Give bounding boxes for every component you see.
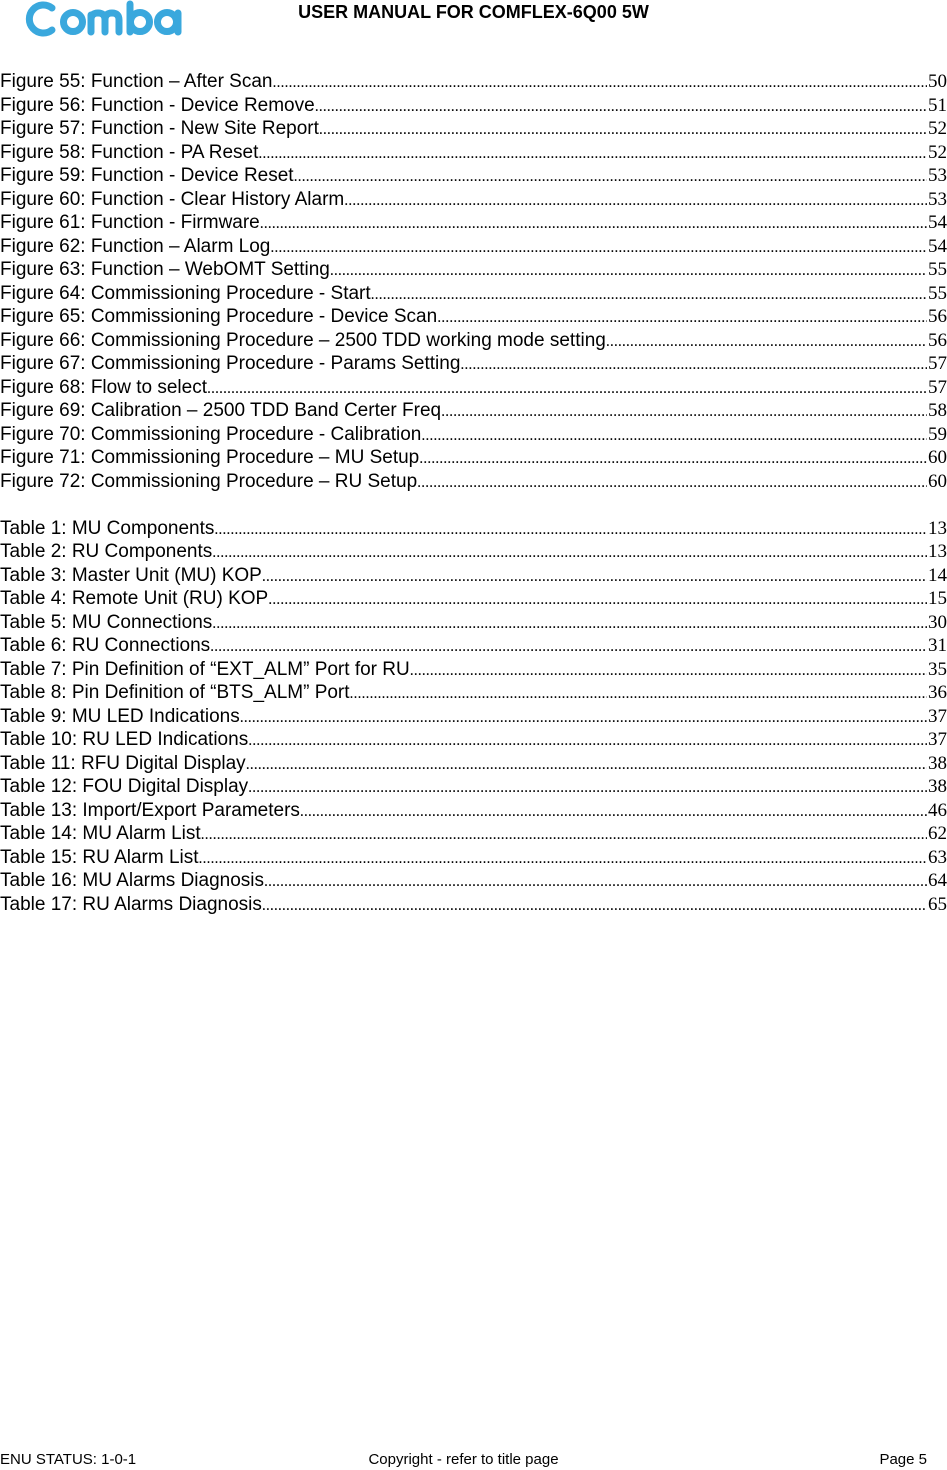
table-toc-entry[interactable] <box>0 705 947 729</box>
dot-leader <box>437 306 927 330</box>
table-toc-entry[interactable] <box>0 822 947 846</box>
table-toc-entry[interactable] <box>0 846 947 870</box>
figure-toc-entry[interactable] <box>0 117 947 141</box>
document-title: USER MANUAL FOR COMFLEX-6Q00 5W <box>298 2 649 22</box>
toc-entry-label: Table 13: Import/Export Parameters <box>0 799 300 821</box>
toc-entry-page: 52 <box>928 141 947 163</box>
figure-toc-entry[interactable] <box>0 305 947 329</box>
toc-entry-page: 60 <box>928 470 947 492</box>
toc-entry-page: 56 <box>928 306 947 327</box>
dot-leader <box>262 565 927 589</box>
toc-entry-label: Table 7: Pin Definition of “EXT_ALM” Port for RU <box>0 658 410 680</box>
toc-entry-page: 13 <box>928 541 947 562</box>
toc-entry-label: Figure 55: Function – After Scan <box>0 71 273 92</box>
toc-entry-page: 59 <box>928 423 947 445</box>
toc-entry-page: 64 <box>928 870 947 891</box>
toc-entry-page: 50 <box>928 71 947 92</box>
toc-entry-page: 15 <box>928 588 947 609</box>
toc-entry-page: 37 <box>928 729 947 750</box>
table-toc-entry[interactable] <box>0 752 947 776</box>
dot-leader <box>201 823 927 847</box>
toc-entry-page: 13 <box>928 517 947 539</box>
dot-leader <box>214 518 927 542</box>
toc-entry-page: 58 <box>928 400 947 421</box>
toc-entry-label: Figure 65: Commissioning Procedure - Device Scan <box>0 306 438 327</box>
table-toc-entry[interactable] <box>0 728 947 752</box>
toc-entry-label: Figure 62: Function – Alarm Log <box>0 235 271 257</box>
toc-entry-label: Table 8: Pin Definition of “BTS_ALM” Port <box>0 682 350 703</box>
dot-leader <box>264 870 927 894</box>
page-header <box>0 0 947 60</box>
toc-entry-label: Table 15: RU Alarm List <box>0 846 199 868</box>
table-of-contents <box>0 70 947 916</box>
dot-leader <box>273 71 928 95</box>
figure-toc-entry[interactable] <box>0 423 947 447</box>
toc-entry-label: Figure 70: Commissioning Procedure - Calibration <box>0 423 422 445</box>
toc-entry-label: Table 3: Master Unit (MU) KOP <box>0 564 262 586</box>
toc-entry-page: 62 <box>928 823 947 844</box>
toc-entry-page: 57 <box>928 376 947 398</box>
toc-entry-label: Figure 69: Calibration – 2500 TDD Band Certer Freq <box>0 400 442 421</box>
figure-toc-entry[interactable] <box>0 235 947 259</box>
dot-leader <box>421 424 927 448</box>
toc-entry-page: 31 <box>928 635 947 656</box>
dot-leader <box>248 776 927 800</box>
toc-entry-page: 52 <box>928 118 947 139</box>
dot-leader <box>606 330 927 354</box>
table-toc-entry[interactable] <box>0 681 947 705</box>
table-toc-entry[interactable] <box>0 634 947 658</box>
dot-leader <box>207 377 927 401</box>
toc-entry-page: 55 <box>928 282 947 304</box>
toc-entry-page: 37 <box>928 705 947 727</box>
toc-entry-label: Table 5: MU Connections <box>0 611 213 633</box>
toc-entry-label: Figure 71: Commissioning Procedure – MU Setup <box>0 447 420 468</box>
toc-entry-label: Table 12: FOU Digital Display <box>0 776 249 797</box>
dot-leader <box>460 353 927 377</box>
toc-entry-page: 60 <box>928 447 947 468</box>
dot-leader <box>199 847 927 871</box>
toc-entry-page: 63 <box>928 846 947 868</box>
toc-entry-label: Figure 67: Commissioning Procedure - Params Setting <box>0 353 461 374</box>
dot-leader <box>260 212 927 236</box>
dot-leader <box>210 635 927 659</box>
toc-entry-label: Figure 57: Function - New Site Report <box>0 118 319 139</box>
toc-entry-label: Table 2: RU Components <box>0 541 213 562</box>
toc-entry-label: Figure 61: Function - Firmware <box>0 212 260 233</box>
toc-entry-page: 14 <box>928 564 947 586</box>
toc-entry-label: Figure 66: Commissioning Procedure – 2500 TDD working mode setting <box>0 329 606 351</box>
figure-toc-entry[interactable] <box>0 94 947 118</box>
dot-leader <box>258 142 927 166</box>
toc-entry-label: Table 14: MU Alarm List <box>0 823 201 844</box>
toc-entry-page: 51 <box>928 94 947 116</box>
dot-leader <box>315 95 927 119</box>
toc-entry-page: 53 <box>928 188 947 210</box>
toc-entry-label: Figure 64: Commissioning Procedure - Start <box>0 282 371 304</box>
table-toc-entry[interactable] <box>0 587 947 611</box>
figure-toc-entry[interactable] <box>0 188 947 212</box>
toc-entry-label: Table 6: RU Connections <box>0 635 211 656</box>
toc-entry-page: 38 <box>928 776 947 797</box>
figure-toc-entry[interactable] <box>0 141 947 165</box>
toc-entry-page: 54 <box>928 235 947 257</box>
toc-entry-label: Figure 60: Function - Clear History Alarm <box>0 188 345 210</box>
table-toc-entry[interactable] <box>0 564 947 588</box>
dot-leader <box>410 659 927 683</box>
table-toc-entry[interactable] <box>0 611 947 635</box>
dot-leader <box>417 471 927 495</box>
toc-entry-label: Figure 63: Function – WebOMT Setting <box>0 259 330 280</box>
dot-leader <box>212 612 927 636</box>
dot-leader <box>371 283 927 307</box>
page-number: Page 5 <box>879 1451 927 1468</box>
figure-toc-entry[interactable] <box>0 376 947 400</box>
figure-toc-entry[interactable] <box>0 399 947 423</box>
table-toc-entry[interactable] <box>0 799 947 823</box>
dot-leader <box>294 165 927 189</box>
toc-entry-page: 65 <box>928 893 947 915</box>
figure-toc-entry[interactable] <box>0 352 947 376</box>
figure-toc-entry[interactable] <box>0 211 947 235</box>
toc-entry-label: Figure 56: Function - Device Remove <box>0 94 315 116</box>
list-of-tables <box>0 517 947 917</box>
toc-entry-label: Table 1: MU Components <box>0 517 215 539</box>
table-toc-entry[interactable] <box>0 775 947 799</box>
toc-entry-page: 36 <box>928 682 947 703</box>
dot-leader <box>246 753 927 777</box>
status-text: ENU STATUS: 1-0-1 <box>0 1451 137 1468</box>
toc-entry-page: 35 <box>928 658 947 680</box>
page-footer <box>0 1450 947 1470</box>
toc-entry-label: Table 17: RU Alarms Diagnosis <box>0 893 262 915</box>
figure-toc-entry[interactable] <box>0 164 947 188</box>
toc-entry-label: Table 4: Remote Unit (RU) KOP <box>0 588 269 609</box>
dot-leader <box>300 800 927 824</box>
dot-leader <box>268 588 927 612</box>
toc-entry-label: Table 9: MU LED Indications <box>0 705 240 727</box>
table-toc-entry[interactable] <box>0 517 947 541</box>
figure-toc-entry[interactable] <box>0 282 947 306</box>
figure-toc-entry[interactable] <box>0 470 947 494</box>
dot-leader <box>262 894 927 918</box>
toc-entry-label: Table 11: RFU Digital Display <box>0 752 246 774</box>
toc-entry-page: 54 <box>928 212 947 233</box>
dot-leader <box>330 259 927 283</box>
toc-entry-page: 53 <box>928 165 947 186</box>
table-toc-entry[interactable] <box>0 658 947 682</box>
dot-leader <box>441 400 927 424</box>
toc-entry-page: 55 <box>928 259 947 280</box>
dot-leader <box>419 447 927 471</box>
toc-entry-label: Table 10: RU LED Indications <box>0 729 249 750</box>
toc-entry-label: Figure 59: Function - Device Reset <box>0 165 294 186</box>
toc-entry-label: Figure 58: Function - PA Reset <box>0 141 259 163</box>
list-of-figures <box>0 70 947 493</box>
toc-entry-label: Table 16: MU Alarms Diagnosis <box>0 870 264 891</box>
dot-leader <box>240 706 927 730</box>
dot-leader <box>350 682 927 706</box>
figure-toc-entry[interactable] <box>0 446 947 470</box>
toc-entry-label: Figure 72: Commissioning Procedure – RU Setup <box>0 470 418 492</box>
dot-leader <box>319 118 927 142</box>
dot-leader <box>344 189 927 213</box>
copyright-text: Copyright - refer to title page <box>368 1451 559 1468</box>
toc-entry-page: 30 <box>928 611 947 633</box>
figure-toc-entry[interactable] <box>0 258 947 282</box>
figure-toc-entry[interactable] <box>0 329 947 353</box>
figure-toc-entry[interactable] <box>0 70 947 94</box>
toc-entry-page: 56 <box>928 329 947 351</box>
toc-entry-page: 38 <box>928 752 947 774</box>
logo-text: Comba <box>22 0 26 1</box>
table-toc-entry[interactable] <box>0 893 947 917</box>
table-toc-entry[interactable] <box>0 540 947 564</box>
dot-leader <box>248 729 927 753</box>
toc-entry-page: 57 <box>928 353 947 374</box>
dot-leader <box>270 236 927 260</box>
dot-leader <box>212 541 927 565</box>
toc-entry-page: 46 <box>928 799 947 821</box>
toc-entry-label: Figure 68: Flow to select <box>0 376 207 398</box>
table-toc-entry[interactable] <box>0 869 947 893</box>
